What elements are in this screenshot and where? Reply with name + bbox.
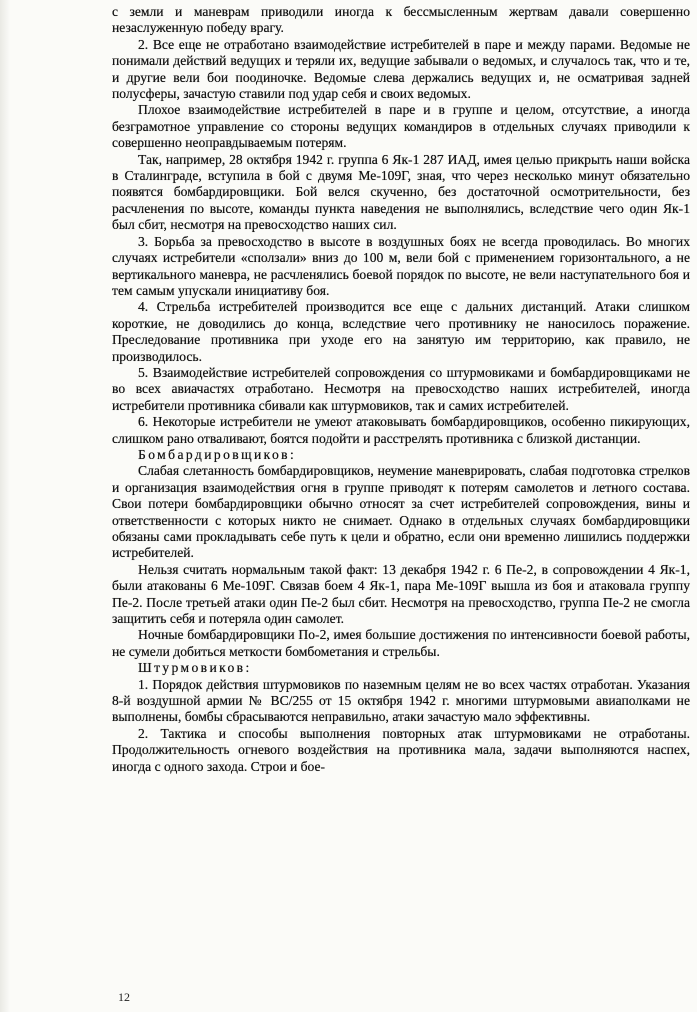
paragraph: 2. Тактика и способы выполнения повторных атак штурмовиками не отработаны. Продолжительность огневого воздействия на противника мала, задачи выполняются наспех, иногда с одного захода. Строи и бое- [112,725,690,774]
paragraph: Нельзя считать нормальным такой факт: 13 декабря 1942 г. 6 Пе-2, в сопровождении 4 Як-1, были атакованы 6 Ме-109Г. Связав боем 4 Як-1, пара Ме-109Г вышла из боя и атаковала группу Пе-2. После третьей атаки один Пе-2 был сбит. Несмотря на превосходство, группа Пе-2 не смогла защитить себя и потеряла один самолет. [112,561,690,627]
document-body [112,4,690,775]
paragraph: 1. Порядок действия штурмовиков по наземным целям не во всех частях отработан. Указания 8-й воздушной армии № ВС/255 от 15 октября 1942 г. многими штурмовыми авиаполками не выполнены, бомбы сбрасываются неправильно, атаки зачастую мало эффективны. [112,676,690,725]
section-heading-attack-aircraft: Штурмовиков: [138,660,252,676]
paragraph: 6. Некоторые истребители не умеют атаковывать бомбардировщиков, особенно пикирующих, слишком рано отваливают, боятся подойти и расстрелять противника с близкой дистанции. [112,414,690,446]
paragraph: 4. Стрельба истребителей производится все еще с дальних дистанций. Атаки слишком короткие, не доводились до конца, вследствие чего противнику не наносилось поражение. Преследование противника при уходе его на занятую им территорию, как правило, не производилось. [112,299,690,364]
paragraph: Так, например, 28 октября 1942 г. группа 6 Як-1 287 ИАД, имея целью прикрыть наши войска в Сталинграде, вступила в бой с двумя Ме-109Г, зная, что через несколько минут обязательно появятся бомбардировщики. Бой велся скученно, без достаточной осмотрительности, без расчленения по высоте, команды пункта наведения не выполнялись, вследствие чего один Як-1 был сбит, несмотря на превосходство наших сил. [112,151,690,233]
paragraph: 5. Взаимодействие истребителей сопровождения со штурмовиками и бомбардировщиками не во всех авиачастях отработано. Несмотря на превосходство наших истребителей, иногда истребители противника сбивали как штурмовиков, так и самих истребителей. [112,364,690,413]
page-edge-shadow [0,0,10,1012]
paragraph: 3. Борьба за превосходство в высоте в воздушных боях не всегда проводилась. Во многих случаях истребители «сползали» вниз до 100 м, вели бой с применением горизонтального, а не вертикального маневра, не расчленялись боевой порядок по высоте, не вели наступательного боя и тем самым упускали инициативу боя. [112,233,690,298]
paragraph: Ночные бомбардировщики По-2, имея большие достижения по интенсивности боевой работы, не сумели добиться меткости бомбометания и стрельбы. [112,627,690,659]
paragraph: 2. Все еще не отработано взаимодействие истребителей в паре и между парами. Ведомые не понимали действий ведущих и теряли их, ведущие забывали о ведомых, и случалось так, что и те, и другие вели бои поодиночке. Ведомые слева держались ведущих и, не осматривая задней полусферы, зачастую ставили под удар себя и своих ведомых. [112,36,690,102]
paragraph: Плохое взаимодействие истребителей в паре и в группе и целом, отсутствие, а иногда безграмотное управление со стороны ведущих командиров в отдельных случаях приводили к совершенно неоправдываемым потерям. [112,102,690,151]
paragraph: Слабая слетанность бомбардировщиков, неумение маневрировать, слабая подготовка стрелков и организация взаимодействия огня в группе приводят к потерям самолетов и летного состава. Свои потери бомбардировщики обычно относят за счет истребителей сопровождения, вины и ответственности с которых никто не снимает. Однако в отдельных случаях бомбардировщики обязаны сами прокладывать себе путь к цели и обратно, если они временно лишились поддержки истребителей. [112,463,690,561]
section-heading-bombers: Бомбардировщиков: [138,446,297,462]
page-number: 12 [118,990,130,1004]
paragraph: с земли и маневрам приводили иногда к бессмысленным жертвам давали совершенно незаслуженную победу врагу. [112,4,690,36]
